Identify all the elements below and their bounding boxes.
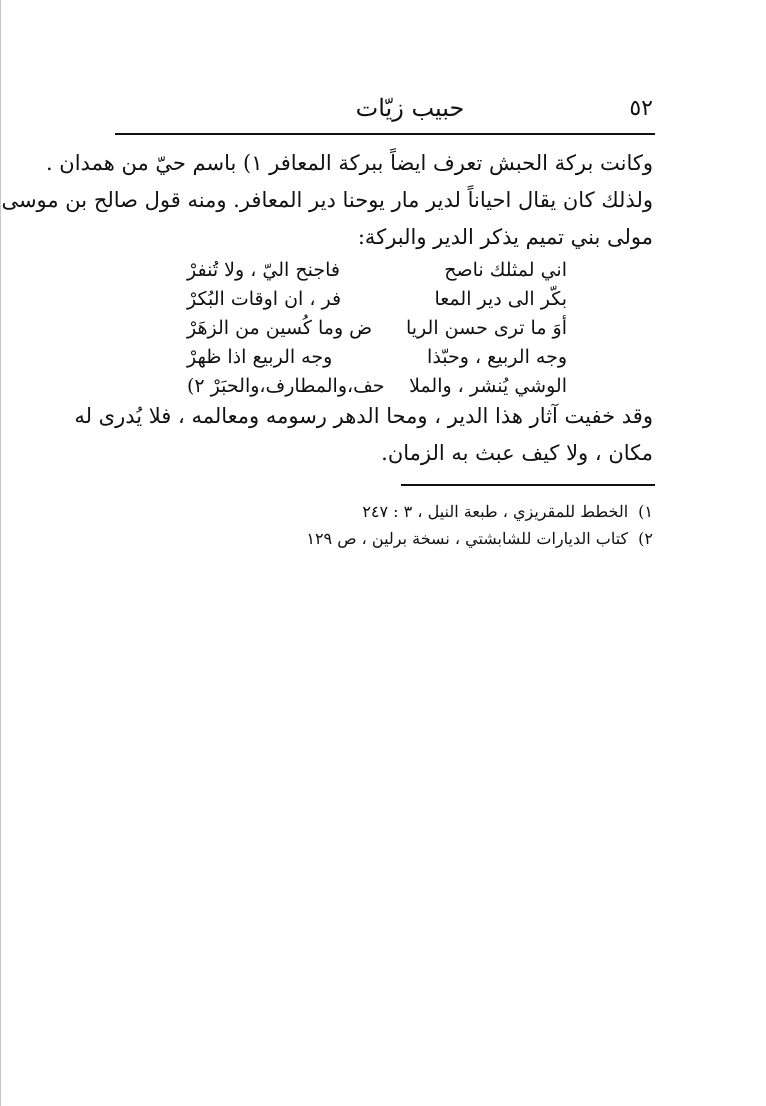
footnote bbox=[281, 498, 653, 525]
footnote-number: ١) bbox=[638, 502, 653, 521]
text-line: وقد خفيت آثار هذا الدير ، ومحا الدهر رسومه ومعالمه ، فلا يُدرى له bbox=[74, 404, 653, 428]
footnote bbox=[281, 525, 653, 552]
footnote-text: كتاب الديارات للشابشتي ، نسخة برلين ، ص ١٢٩ bbox=[306, 529, 629, 548]
header-rule bbox=[115, 133, 655, 135]
text-line: مولى بني تميم يذكر الدير والبركة: bbox=[357, 225, 653, 249]
verse-first-hemistich: أوَ ما ترى حسن الريا bbox=[405, 317, 567, 339]
footnotes bbox=[281, 498, 653, 552]
poem bbox=[187, 256, 567, 401]
paragraph-intro bbox=[1, 145, 653, 256]
page-number: ٥٢ bbox=[629, 96, 653, 121]
verse bbox=[187, 372, 567, 401]
verse bbox=[187, 256, 567, 285]
verse-first-hemistich: اني لمثلك ناصح bbox=[444, 259, 567, 281]
verse bbox=[187, 343, 567, 372]
verse-second-hemistich: حف،والمطارف،والحبَرْ ٢) bbox=[187, 375, 385, 397]
text-line: ولذلك كان يقال احياناً لدير مار يوحنا دير المعافر. ومنه قول صالح بن موسى bbox=[1, 188, 653, 212]
verse-first-hemistich: بكّر الى دير المعا bbox=[434, 288, 567, 310]
text-line: مكان ، ولا كيف عبث به الزمان. bbox=[381, 441, 653, 465]
running-title: حبيب زيّات bbox=[355, 94, 465, 122]
paragraph-closing bbox=[74, 398, 653, 472]
footnote-text: الخطط للمقريزي ، طبعة النيل ، ٣ : ٢٤٧ bbox=[362, 502, 629, 521]
footnote-number: ٢) bbox=[638, 529, 653, 548]
verse-first-hemistich: الوشي يُنشر ، والملا bbox=[409, 375, 567, 397]
text-line: وكانت بركة الحبش تعرف ايضاً ببركة المعافر ١) باسم حيّ من همدان . bbox=[45, 151, 653, 175]
verse-second-hemistich: ض وما كُسين من الزهَرْ bbox=[187, 317, 373, 339]
footnote-rule bbox=[401, 484, 655, 486]
verse-second-hemistich: وجه الربيع اذا ظهرْ bbox=[187, 346, 333, 368]
page-header bbox=[117, 92, 653, 132]
verse bbox=[187, 314, 567, 343]
verse-second-hemistich: فر ، ان اوقات البُكرْ bbox=[187, 288, 342, 310]
verse-second-hemistich: فاجنح اليّ ، ولا تُنفرْ bbox=[187, 259, 340, 281]
verse bbox=[187, 285, 567, 314]
verse-first-hemistich: وجه الربيع ، وحبّذا bbox=[427, 346, 567, 368]
